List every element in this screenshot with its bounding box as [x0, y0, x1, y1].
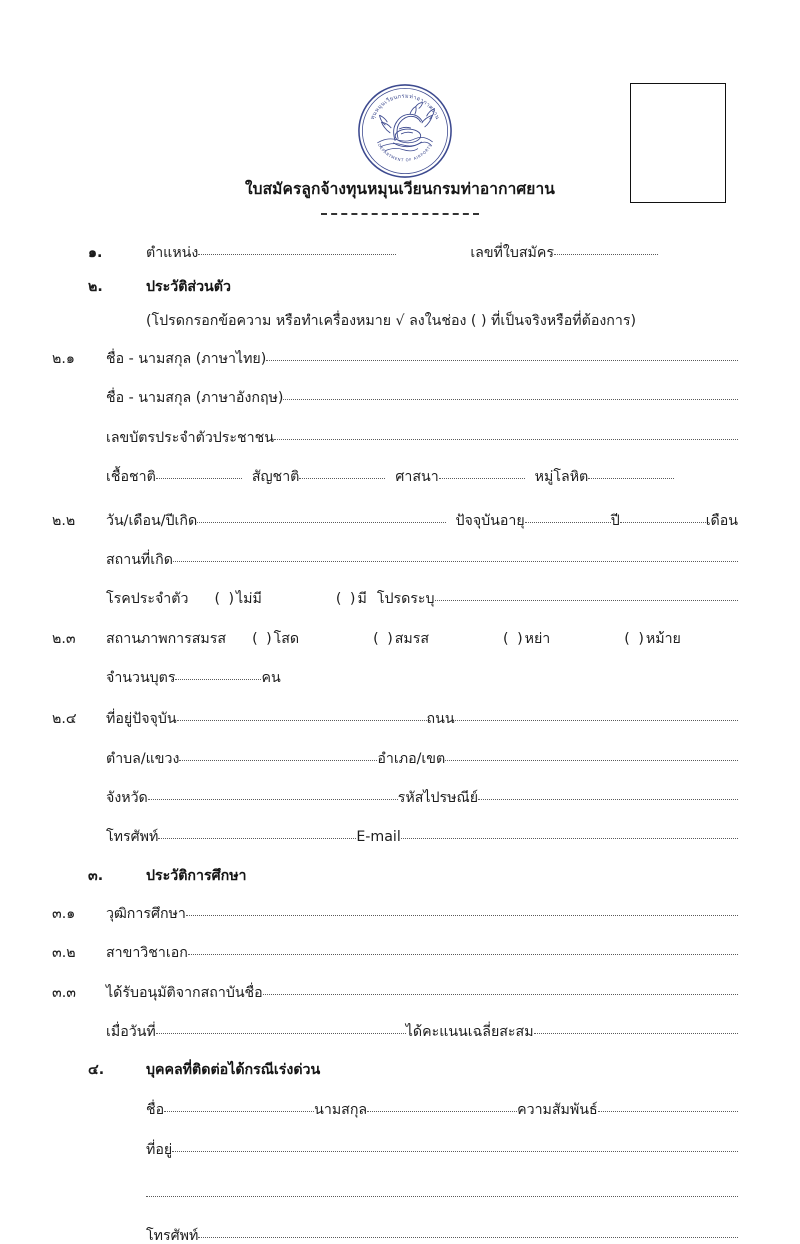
marital-married-checkbox[interactable]: ( ) — [373, 630, 395, 647]
major-input[interactable] — [188, 940, 738, 955]
education-level-input[interactable] — [186, 901, 738, 916]
education-level-label: วุฒิการศึกษา — [106, 906, 186, 923]
field-education-level-row — [0, 903, 800, 921]
institution-label: ได้รับอนุมัติจากสถาบันชื่อ — [106, 984, 263, 1001]
application-no-input[interactable] — [554, 240, 658, 255]
nationality-input[interactable] — [299, 464, 385, 479]
id-card-input[interactable] — [274, 425, 738, 440]
section-4-heading-row — [0, 1063, 800, 1077]
emergency-phone-input[interactable] — [198, 1223, 738, 1238]
birthplace-input[interactable] — [173, 547, 738, 562]
marital-single-label: โสด — [273, 630, 300, 647]
name-english-input[interactable] — [283, 385, 738, 400]
section-4-heading: บุคคลที่ติดต่อได้กรณีเร่งด่วน — [146, 1062, 321, 1079]
form-header — [0, 0, 800, 232]
position-label: ตำแหน่ง — [146, 245, 199, 262]
marital-divorced-label: หย่า — [524, 630, 551, 647]
ethnicity-label: เชื้อชาติ — [106, 469, 156, 486]
field-phone-email-row — [0, 826, 800, 844]
birthdate-input[interactable] — [197, 507, 445, 522]
section-1-position-row — [0, 242, 800, 260]
age-months-input[interactable] — [620, 507, 706, 522]
section-1-number: ๑. — [88, 245, 103, 262]
section-3-2-number: ๓.๒ — [52, 945, 76, 962]
department-of-airports-seal-icon — [356, 82, 454, 180]
disease-yes-label: มี — [357, 591, 367, 608]
field-marital-status-row — [0, 632, 800, 646]
graduation-date-label: เมื่อวันที่ — [106, 1024, 156, 1041]
marital-divorced-checkbox[interactable]: ( ) — [503, 630, 525, 647]
field-birthdate-row — [0, 509, 800, 527]
graduation-date-input[interactable] — [156, 1019, 406, 1034]
section-2-4-number: ๒.๔ — [52, 711, 77, 728]
field-institution-row — [0, 982, 800, 1000]
birthdate-label: วัน/เดือน/ปีเกิด — [106, 512, 198, 529]
svg-text:ทุนหมุนเวียนกรมท่าอากาศยาน: ทุนหมุนเวียนกรมท่าอากาศยาน — [369, 93, 441, 121]
emergency-first-name-input[interactable] — [164, 1097, 314, 1112]
emergency-address-label: ที่อยู่ — [146, 1142, 173, 1159]
gpa-label: ได้คะแนนเฉลี่ยสะสม — [405, 1024, 534, 1041]
field-birthplace-row — [0, 549, 800, 567]
major-label: สาขาวิชาเอก — [106, 945, 188, 962]
field-id-card-row — [0, 427, 800, 445]
name-english-label: ชื่อ - นามสกุล (ภาษาอังกฤษ) — [106, 390, 284, 407]
section-2-heading-row — [0, 280, 800, 294]
id-card-label: เลขบัตรประจำตัวประชาชน — [106, 429, 274, 446]
section-2-2-number: ๒.๒ — [52, 512, 76, 529]
children-unit-label: คน — [261, 669, 281, 686]
field-subdistrict-row — [0, 748, 800, 766]
name-thai-input[interactable] — [266, 346, 738, 361]
marital-single-checkbox[interactable]: ( ) — [252, 630, 274, 647]
nationality-label: สัญชาติ — [251, 469, 300, 486]
children-count-label: จำนวนบุตร — [106, 669, 176, 686]
page-title: ใบสมัครลูกจ้างทุนหมุนเวียนกรมท่าอากาศยาน — [244, 180, 555, 198]
current-address-label: ที่อยู่ปัจจุบัน — [106, 711, 177, 728]
section-2-3-number: ๒.๓ — [52, 630, 76, 647]
field-current-address-row — [0, 708, 800, 726]
age-years-input[interactable] — [525, 507, 611, 522]
name-thai-label: ชื่อ - นามสกุล (ภาษาไทย) — [106, 350, 267, 367]
religion-input[interactable] — [439, 464, 525, 479]
postcode-label: รหัสไปรษณีย์ — [397, 790, 479, 807]
email-input[interactable] — [401, 824, 738, 839]
marital-status-label: สถานภาพการสมรส — [106, 630, 227, 647]
emergency-address-input[interactable] — [172, 1137, 738, 1152]
current-age-label: ปัจจุบันอายุ — [455, 512, 525, 529]
emergency-contact-name-row — [0, 1099, 800, 1117]
emergency-last-name-input[interactable] — [367, 1097, 517, 1112]
road-label: ถนน — [426, 711, 455, 728]
religion-label: ศาสนา — [395, 469, 439, 486]
section-2-number: ๒. — [88, 279, 103, 296]
province-input[interactable] — [148, 785, 398, 800]
emergency-address-row — [0, 1139, 800, 1157]
phone-input[interactable] — [158, 824, 356, 839]
svg-text:DEPARTMENT OF AIRPORTS: DEPARTMENT OF AIRPORTS — [376, 142, 434, 163]
email-label: E-mail — [356, 829, 401, 846]
field-name-thai-row — [0, 348, 800, 366]
field-province-row — [0, 787, 800, 805]
field-name-english-row — [0, 387, 800, 405]
position-input[interactable] — [198, 240, 396, 255]
section-4-number: ๔. — [88, 1062, 105, 1079]
current-address-input[interactable] — [177, 706, 427, 721]
section-2-instruction-row — [0, 314, 800, 328]
emergency-relationship-label: ความสัมพันธ์ — [517, 1101, 598, 1118]
section-3-number: ๓. — [88, 867, 104, 884]
field-major-row — [0, 942, 800, 960]
emergency-address-row-2 — [0, 1183, 800, 1198]
section-3-heading-row — [0, 869, 800, 883]
blood-type-label: หมู่โลหิต — [534, 469, 589, 486]
disease-none-checkbox[interactable]: ( ) — [214, 591, 237, 608]
disease-none-label: ไม่มี — [236, 591, 262, 608]
emergency-address-input-2[interactable] — [146, 1181, 738, 1196]
field-graduation-date-row — [0, 1021, 800, 1039]
field-children-row — [0, 667, 800, 685]
institution-input[interactable] — [263, 980, 738, 995]
emergency-relationship-input[interactable] — [598, 1097, 738, 1112]
district-input[interactable] — [445, 746, 738, 761]
section-3-heading: ประวัติการศึกษา — [146, 867, 247, 884]
section-3-1-number: ๓.๑ — [52, 906, 76, 923]
disease-label: โรคประจำตัว — [106, 591, 189, 608]
field-disease-row — [0, 588, 800, 606]
emergency-first-name-label: ชื่อ — [146, 1101, 165, 1118]
postcode-input[interactable] — [478, 785, 738, 800]
section-2-instruction: (โปรดกรอกข้อความ หรือทำเครื่องหมาย √ ลงในช่อง ( ) ที่เป็นจริงหรือที่ต้องการ) — [146, 312, 636, 329]
marital-widowed-checkbox[interactable]: ( ) — [624, 630, 646, 647]
ethnicity-input[interactable] — [156, 464, 242, 479]
form-body — [0, 232, 800, 1243]
emergency-phone-row — [0, 1225, 800, 1243]
disease-specify-input[interactable] — [435, 586, 738, 601]
district-label: อำเภอ/เขต — [377, 750, 446, 767]
years-unit-label: ปี — [610, 512, 620, 529]
disease-yes-checkbox[interactable]: ( ) — [335, 591, 358, 608]
months-unit-label: เดือน — [705, 512, 738, 529]
road-input[interactable] — [455, 706, 738, 721]
children-count-input[interactable] — [175, 665, 261, 680]
gpa-input[interactable] — [534, 1019, 738, 1034]
emergency-phone-label: โทรศัพท์ — [146, 1227, 199, 1244]
emergency-last-name-label: นามสกุล — [314, 1101, 368, 1118]
field-ethnicity-row — [0, 466, 800, 484]
province-label: จังหวัด — [106, 790, 148, 807]
subdistrict-label: ตำบล/แขวง — [106, 750, 180, 767]
marital-married-label: สมรส — [394, 630, 430, 647]
subdistrict-input[interactable] — [179, 746, 377, 761]
application-no-label: เลขที่ใบสมัคร — [470, 245, 554, 262]
marital-widowed-label: หม้าย — [645, 630, 681, 647]
phone-label: โทรศัพท์ — [106, 829, 159, 846]
disease-specify-label: โปรดระบุ — [376, 591, 435, 608]
section-2-1-number: ๒.๑ — [52, 350, 75, 367]
title-divider — [0, 203, 800, 222]
birthplace-label: สถานที่เกิด — [106, 551, 173, 568]
section-3-3-number: ๓.๓ — [52, 984, 76, 1001]
section-2-heading: ประวัติส่วนตัว — [146, 279, 231, 296]
blood-type-input[interactable] — [588, 464, 674, 479]
